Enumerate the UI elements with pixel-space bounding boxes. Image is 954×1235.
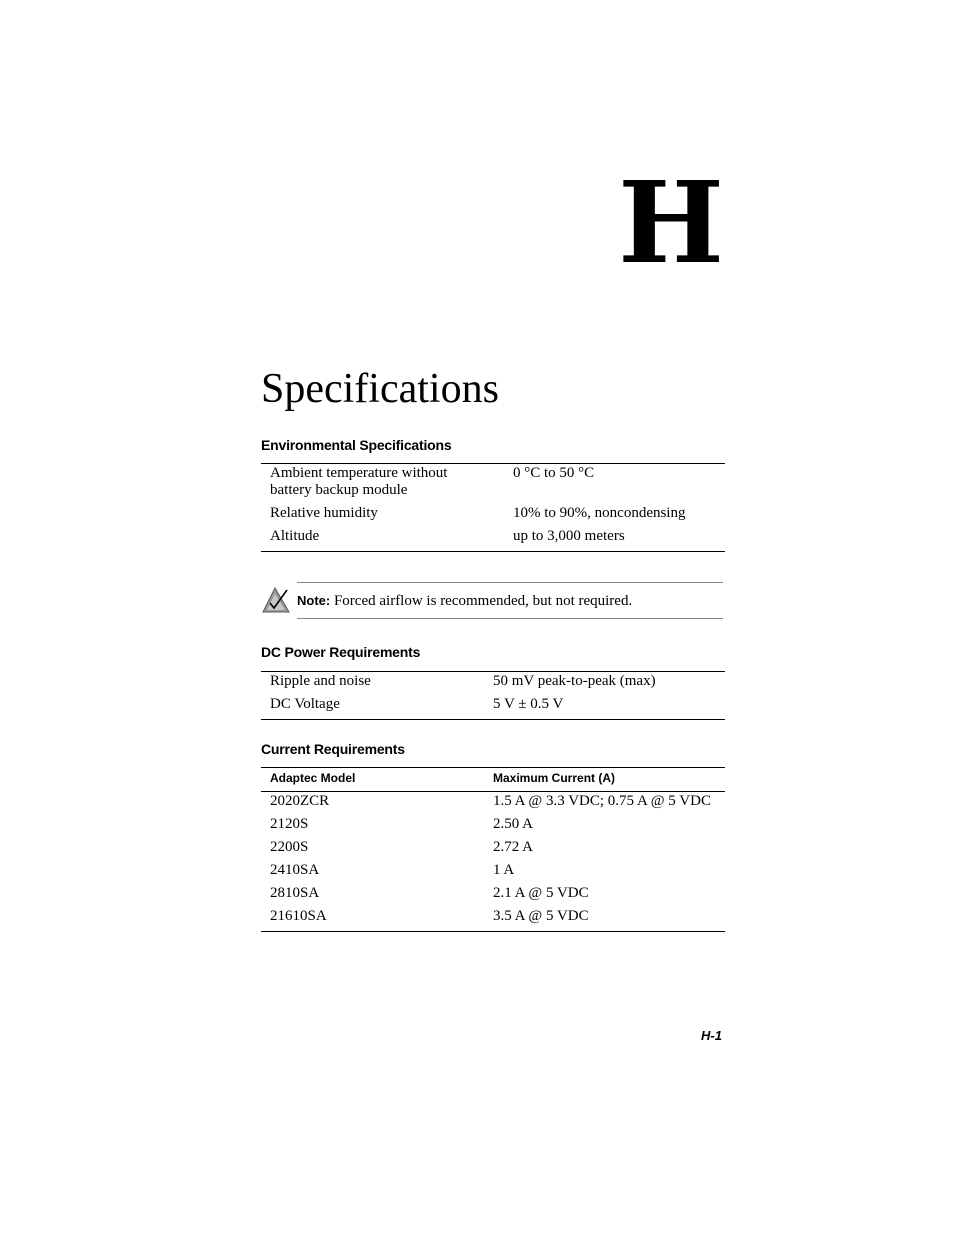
env-label: Altitude xyxy=(270,528,320,544)
table-row xyxy=(261,862,725,885)
current-cell: 2.1 A @ 5 VDC xyxy=(493,885,589,901)
current-table xyxy=(261,767,725,932)
model-cell: 2020ZCR xyxy=(270,793,330,809)
page-title: Specifications xyxy=(261,366,499,412)
dc-label: DC Voltage xyxy=(270,696,340,712)
dc-power-table xyxy=(261,671,725,720)
chapter-letter: H xyxy=(618,158,724,289)
table-row xyxy=(261,792,725,817)
current-cell: 2.50 A xyxy=(493,816,534,832)
table-row xyxy=(261,839,725,862)
table-header-row xyxy=(261,768,725,792)
dc-value: 50 mV peak-to-peak (max) xyxy=(493,673,656,689)
model-cell: 2200S xyxy=(270,839,309,855)
model-cell: 21610SA xyxy=(270,908,327,924)
model-cell: 2410SA xyxy=(270,862,320,878)
column-header-model: Adaptec Model xyxy=(261,768,484,792)
note-rule-top xyxy=(297,582,723,583)
current-cell: 1.5 A @ 3.3 VDC; 0.75 A @ 5 VDC xyxy=(493,793,711,809)
environmental-heading: Environmental Specifications xyxy=(261,437,452,453)
current-cell: 1 A xyxy=(493,862,515,878)
env-value: 0 °C to 50 °C xyxy=(513,465,595,481)
dc-power-heading: DC Power Requirements xyxy=(261,644,421,660)
env-value: 10% to 90%, noncondensing xyxy=(513,505,686,521)
note-label: Note: xyxy=(297,593,331,608)
table-row xyxy=(261,816,725,839)
note-check-icon xyxy=(261,584,291,614)
current-heading: Current Requirements xyxy=(261,741,405,757)
note-body: Forced airflow is recommended, but not required. xyxy=(333,593,633,609)
current-cell: 3.5 A @ 5 VDC xyxy=(493,908,589,924)
table-row xyxy=(261,885,725,908)
model-cell: 2120S xyxy=(270,816,309,832)
env-label: Relative humidity xyxy=(270,505,378,521)
table-row xyxy=(261,696,725,720)
env-value: up to 3,000 meters xyxy=(513,528,625,544)
note-box xyxy=(261,582,725,620)
dc-label: Ripple and noise xyxy=(270,673,371,689)
table-row xyxy=(261,528,725,552)
page-number: H-1 xyxy=(701,1028,722,1043)
column-header-current: Maximum Current (A) xyxy=(484,768,725,792)
table-row xyxy=(261,908,725,932)
model-cell: 2810SA xyxy=(270,885,320,901)
note-text xyxy=(297,592,632,610)
env-label: Ambient temperature without battery backup module xyxy=(270,465,448,498)
dc-value: 5 V ± 0.5 V xyxy=(493,696,564,712)
current-cell: 2.72 A xyxy=(493,839,534,855)
table-row xyxy=(261,505,725,528)
note-rule-bottom xyxy=(297,618,723,619)
environmental-table xyxy=(261,463,725,552)
table-row xyxy=(261,464,725,506)
table-row xyxy=(261,672,725,697)
